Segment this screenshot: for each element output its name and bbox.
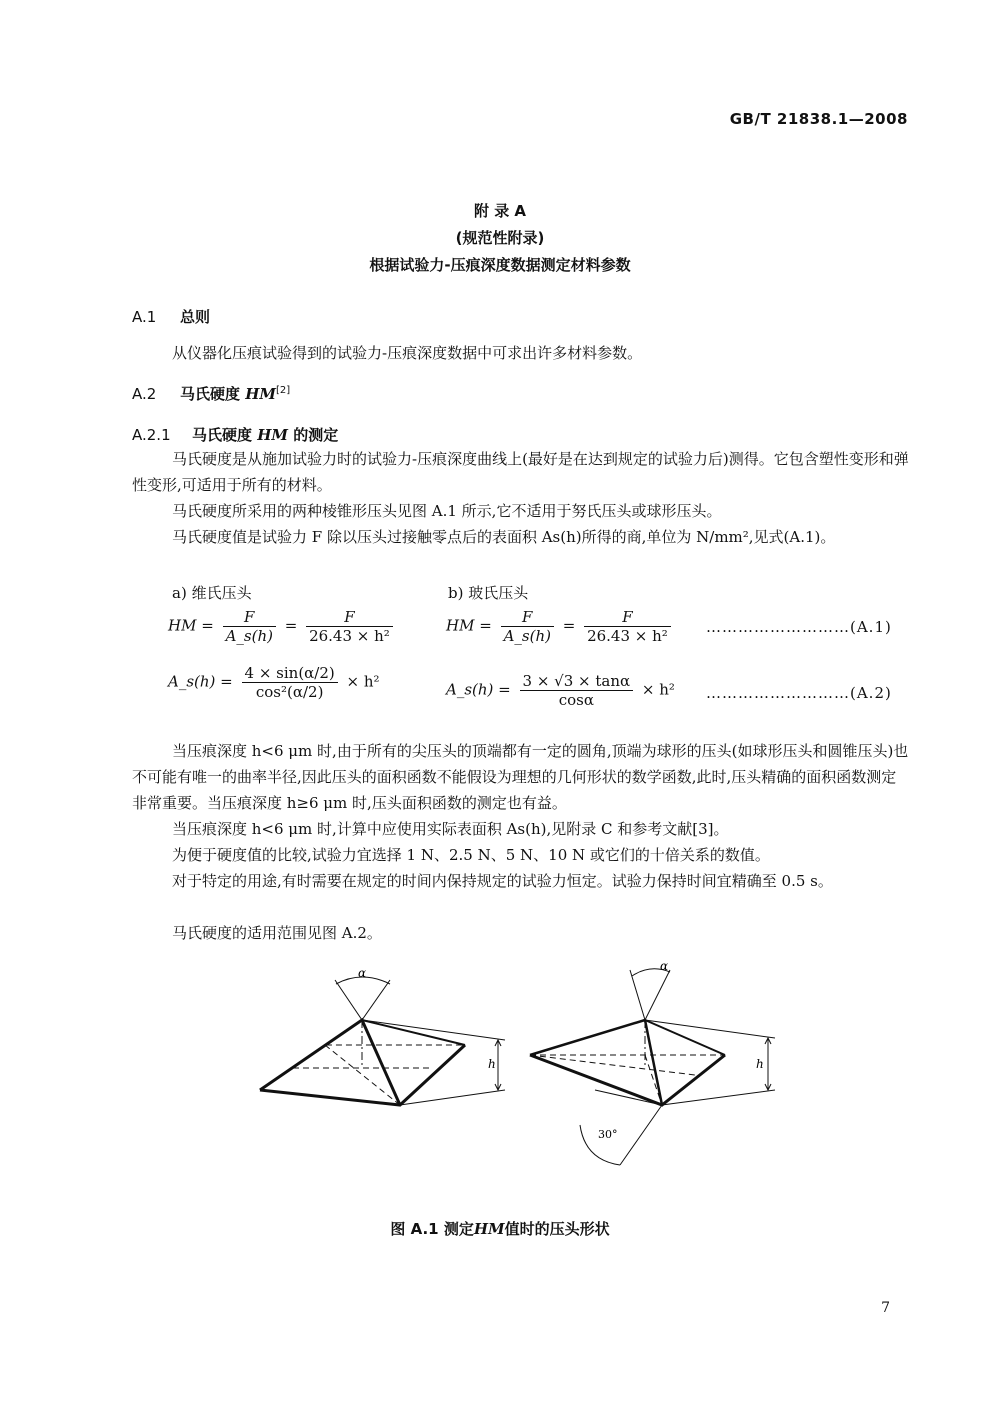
section-title: 马氏硬度 [180, 385, 241, 403]
numerator: 3 × √3 × tanα [520, 672, 634, 691]
fraction [501, 608, 554, 645]
fraction [584, 608, 671, 645]
document-id: GB/T 21838.1—2008 [729, 110, 908, 128]
caption-prefix: 图 A.1 测定 [390, 1220, 474, 1238]
section-number: A.2 [132, 385, 157, 403]
annex-type: (规范性附录) [455, 229, 545, 247]
h-squared-factor: × h² [346, 672, 380, 691]
hm-symbol: HM [446, 616, 475, 635]
paragraph-quotient: 马氏硬度值是试验力 F 除以压头过接触零点后的表面积 As(h)所得的商,单位为 N/mm²,见式(A.1)。 [172, 528, 836, 546]
angle-label: 30° [598, 1128, 618, 1141]
paragraph-actual-area: 当压痕深度 h<6 μm 时,计算中应使用实际表面积 As(h),见附录 C 和参考文献[3]。 [172, 820, 729, 838]
denominator: 26.43 × h² [309, 627, 390, 645]
denominator: cosα [558, 691, 594, 709]
annex-subtitle: 根据试验力-压痕深度数据测定材料参数 [369, 256, 631, 274]
formula-label-vickers: a) 维氏压头 [172, 584, 252, 602]
section-a1-heading [132, 306, 210, 327]
paragraph-indenters: 马氏硬度所采用的两种棱锥形压头见图 A.1 所示,它不适用于努氏压头或球形压头。 [172, 502, 722, 520]
hm-symbol: HM [245, 385, 277, 403]
numerator: F [584, 608, 671, 627]
caption-suffix: 值时的压头形状 [504, 1220, 610, 1238]
denominator: 26.43 × h² [587, 627, 668, 645]
paragraph-a1: 从仪器化压痕试验得到的试验力-压痕深度数据中可求出许多材料参数。 [172, 344, 643, 362]
formula-a2-vickers: A_s(h) = $\frac{4 \times \sin(\alpha/2)}{\text{cos²(α/2)}}$ × h² [168, 664, 380, 701]
formula-a1-berkovich: HM = $\frac{F}{A\_s(h)}$ = $\frac{F}{\text{26.43 × h²}}$ [446, 608, 675, 645]
berkovich-pyramid-drawing [530, 969, 775, 1165]
fraction [223, 608, 276, 645]
section-title-post: 的测定 [293, 426, 339, 444]
page-number: 7 [881, 1300, 890, 1316]
paragraph-range: 马氏硬度的适用范围见图 A.2。 [172, 924, 382, 942]
h-squared-factor: × h² [641, 680, 675, 699]
numerator: F [223, 608, 276, 627]
as-symbol: A_s(h) [168, 672, 216, 691]
annex-title: 附 录 A [473, 202, 527, 220]
numerator: F [501, 608, 554, 627]
fraction [242, 664, 338, 701]
section-a21-heading [132, 424, 338, 445]
section-title: 总则 [180, 308, 211, 326]
vickers-pyramid-drawing [260, 977, 505, 1105]
numerator: 4 × sin(α/2) [242, 664, 338, 683]
hm-symbol: HM [257, 426, 289, 444]
h-label: h [488, 1057, 496, 1071]
indenter-figure [240, 950, 800, 1215]
fraction [306, 608, 393, 645]
equation-number-a1: ………………………(A.1) [706, 618, 892, 636]
denominator: A_s(h) [225, 627, 273, 645]
section-number: A.1 [132, 308, 157, 326]
formula-label-berkovich: b) 玻氏压头 [448, 584, 529, 602]
formula-a2-berkovich: A_s(h) = $\frac{3 \times √3 \times \tan\alpha}{\cos\alpha}$ × h² [446, 672, 675, 709]
paragraph-test-force: 为便于硬度值的比较,试验力宜选择 1 N、2.5 N、5 N、10 N 或它们的十倍关系的数值。 [172, 846, 770, 864]
denominator: cos²(α/2) [255, 683, 324, 701]
paragraph-holding-time: 对于特定的用途,有时需要在规定的时间内保持规定的试验力恒定。试验力保持时间宜精确至 0.5 s。 [172, 872, 833, 890]
section-a2-heading [132, 383, 290, 404]
paragraph-definition: 马氏硬度是从施加试验力时的试验力-压痕深度曲线上(最好是在达到规定的试验力后)测得。它包含塑性变形和弹性变形,可适用于所有的材料。 [132, 450, 909, 494]
hm-symbol: HM [168, 616, 197, 635]
paragraph-small-depth: 当压痕深度 h<6 μm 时,由于所有的尖压头的顶端都有一定的圆角,顶端为球形的压头(如球形压头和圆锥压头)也不可能有唯一的曲率半径,因此压头的面积函数不能假设为理想的几何形状的数学函数,此时,压头精确的面积函数测定非常重要。当压痕深度 h≥6 μm 时,压头面积函数的测定也有益。 [132, 742, 909, 812]
as-symbol: A_s(h) [446, 680, 494, 699]
equation-number-a2: ………………………(A.2) [706, 684, 892, 702]
numerator: F [306, 608, 393, 627]
fraction [520, 672, 634, 709]
denominator: A_s(h) [503, 627, 551, 645]
section-title-pre: 马氏硬度 [192, 426, 253, 444]
h-label: h [756, 1057, 764, 1071]
hm-symbol: HM [473, 1220, 505, 1238]
reference-mark: [2] [276, 385, 291, 396]
formula-a1-vickers: HM = $\frac{F}{A\_s(h)}$ = $\frac{F}{\text{26.43 × h²}}$ [168, 608, 397, 645]
alpha-label: α [358, 966, 367, 980]
section-number: A.2.1 [132, 426, 171, 444]
figure-caption [0, 1218, 1000, 1239]
alpha-label: α [660, 959, 669, 973]
